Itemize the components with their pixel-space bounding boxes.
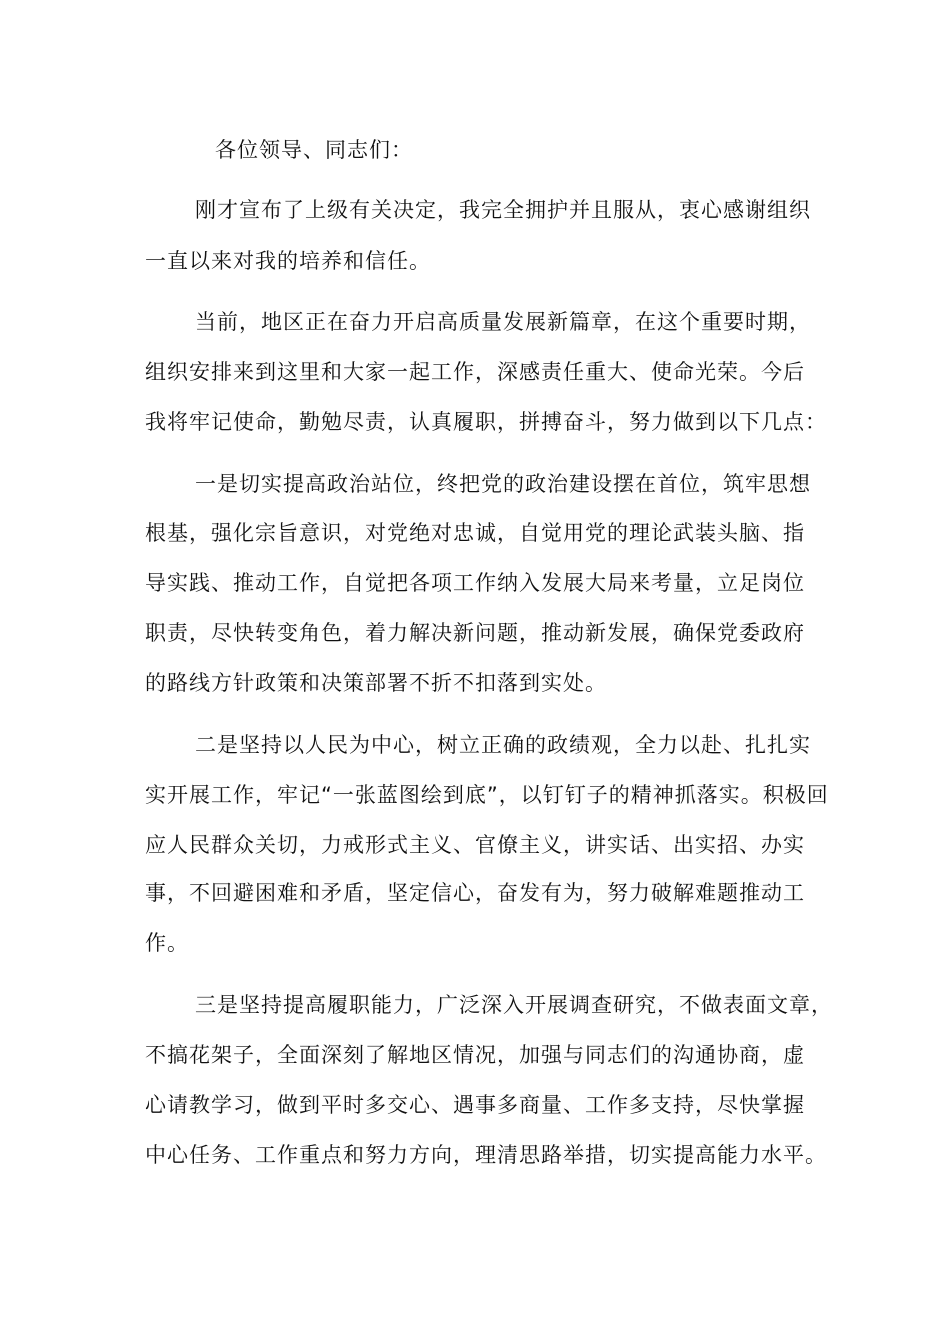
paragraph-line: 中心任务、工作重点和努力方向，理清思路举措，切实提高能力水平。 bbox=[145, 1143, 827, 1167]
paragraph-line: 职责，尽快转变角色，着力解决新问题，推动新发展，确保党委政府 bbox=[145, 621, 805, 645]
paragraph-line: 一是切实提高政治站位，终把党的政治建设摆在首位，筑牢思想 bbox=[195, 472, 811, 496]
paragraph-line: 实开展工作，牢记“一张蓝图绘到底”，以钉钉子的精神抓落实。积极回 bbox=[145, 783, 829, 807]
paragraph-line: 事，不回避困难和矛盾，坚定信心，奋发有为，努力破解难题推动工 bbox=[145, 881, 805, 905]
paragraph-line: 当前，地区正在奋力开启高质量发展新篇章，在这个重要时期， bbox=[195, 310, 811, 334]
paragraph-line: 组织安排来到这里和大家一起工作，深感责任重大、使命光荣。今后 bbox=[145, 360, 805, 384]
paragraph-line: 的路线方针政策和决策部署不折不扣落到实处。 bbox=[145, 671, 607, 695]
paragraph-line: 刚才宣布了上级有关决定，我完全拥护并且服从，衷心感谢组织 bbox=[195, 198, 811, 222]
paragraph-line: 三是坚持提高履职能力，广泛深入开展调查研究，不做表面文章， bbox=[195, 993, 833, 1017]
paragraph-line: 根基，强化宗旨意识，对党绝对忠诚，自觉用党的理论武装头脑、指 bbox=[145, 521, 805, 545]
paragraph-line: 作。 bbox=[145, 931, 189, 955]
paragraph-line: 二是坚持以人民为中心，树立正确的政绩观，全力以赴、扎扎实 bbox=[195, 733, 811, 757]
paragraph-line: 导实践、推动工作，自觉把各项工作纳入发展大局来考量，立足岗位 bbox=[145, 571, 805, 595]
salutation: 各位领导、同志们： bbox=[215, 138, 413, 162]
paragraph-line: 一直以来对我的培养和信任。 bbox=[145, 249, 431, 273]
paragraph-line: 心请教学习，做到平时多交心、遇事多商量、工作多支持，尽快掌握 bbox=[145, 1093, 805, 1117]
paragraph-line: 我将牢记使命，勤勉尽责，认真履职，拼搏奋斗，努力做到以下几点： bbox=[145, 410, 827, 434]
paragraph-line: 不搞花架子，全面深刻了解地区情况，加强与同志们的沟通协商，虚 bbox=[145, 1043, 805, 1067]
paragraph-line: 应人民群众关切，力戒形式主义、官僚主义，讲实话、出实招、办实 bbox=[145, 833, 805, 857]
